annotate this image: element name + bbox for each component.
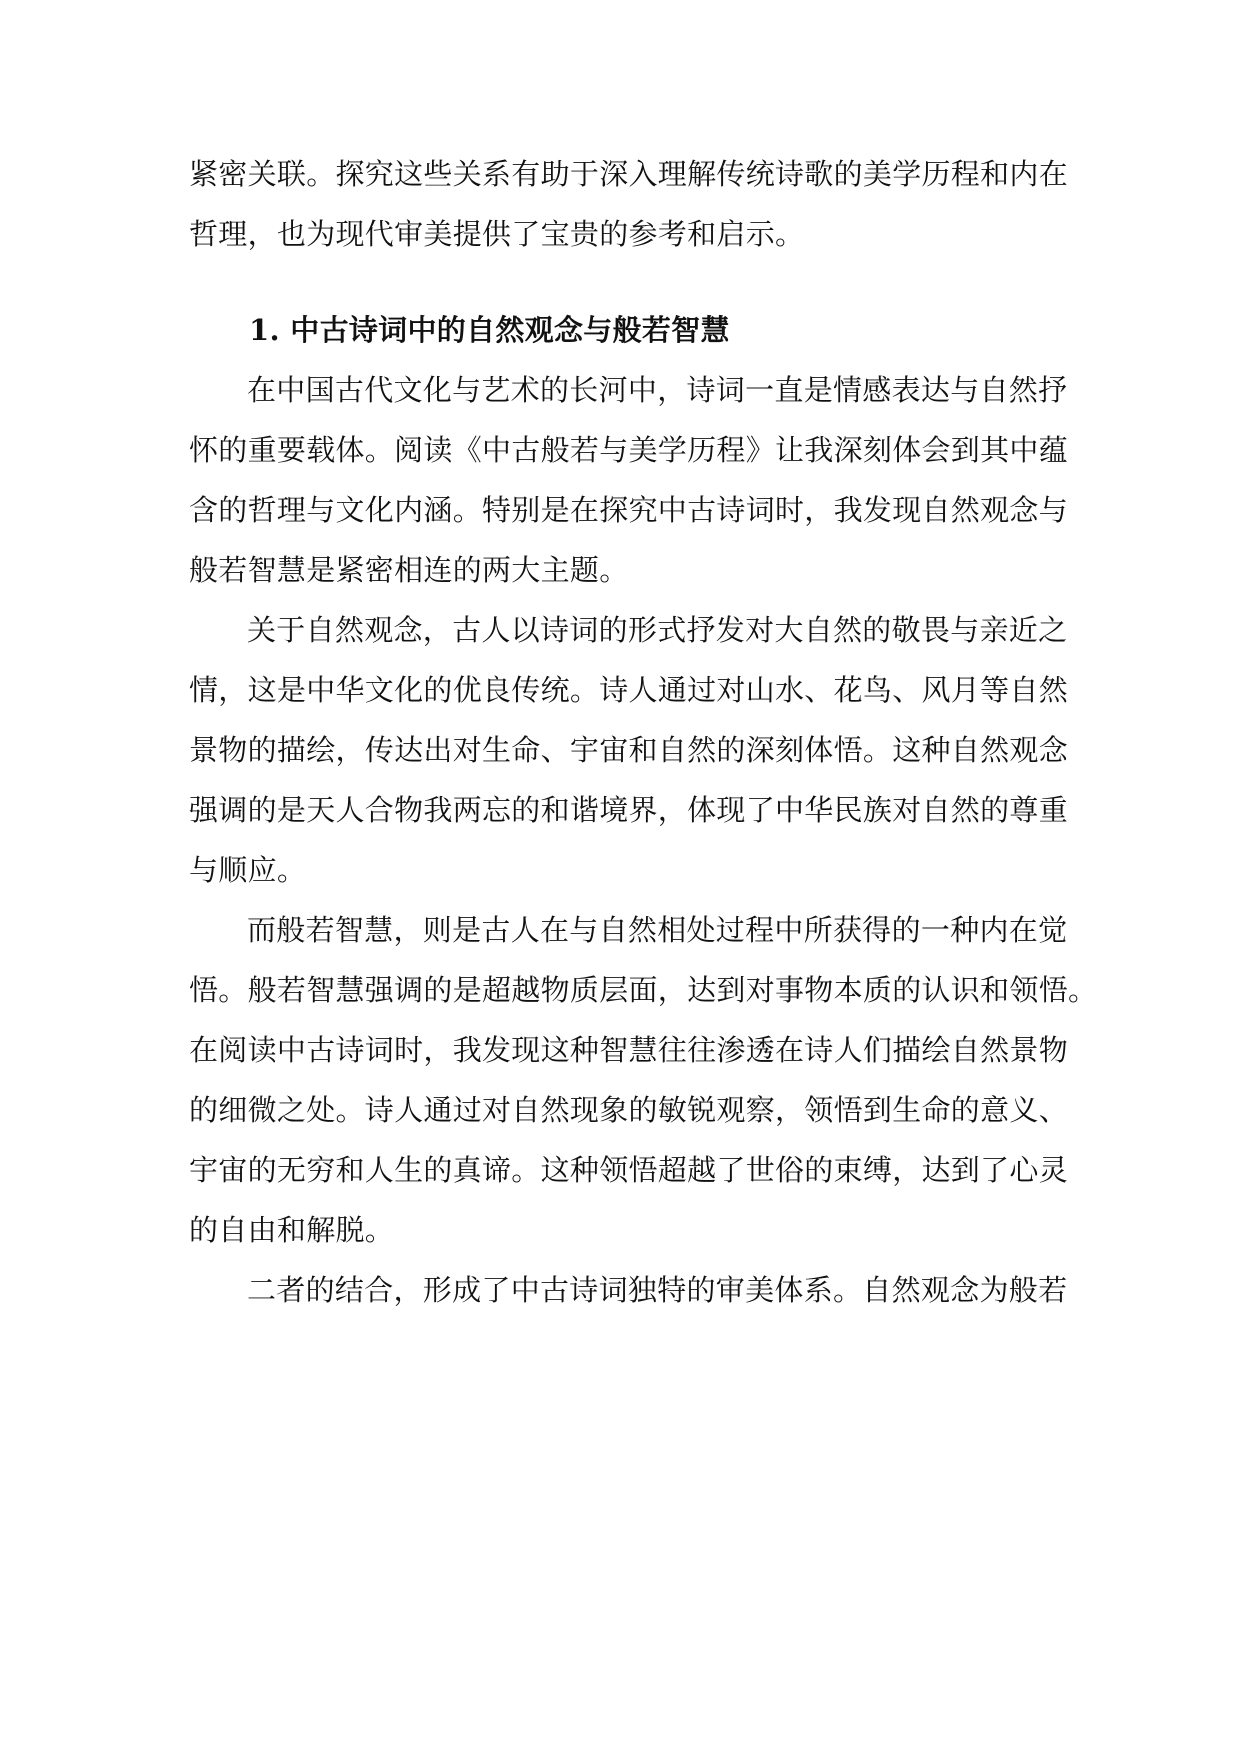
- paragraph-4: [189, 1260, 1068, 1320]
- text-line: 紧密关联。探究这些关系有助于深入理解传统诗歌的美学历程和内在: [189, 157, 1069, 191]
- text-line: 情，这是中华文化的优良传统。诗人通过对山水、花鸟、风月等自然: [189, 673, 1069, 707]
- text-line: 宇宙的无穷和人生的真谛。这种领悟超越了世俗的束缚，达到了心灵: [189, 1153, 1069, 1187]
- text-line: 含的哲理与文化内涵。特别是在探究中古诗词时，我发现自然观念与: [189, 493, 1069, 527]
- paragraph-2: [189, 600, 1069, 900]
- text-line: 而般若智慧，则是古人在与自然相处过程中所获得的一种内在觉: [247, 913, 1068, 947]
- text-line: 的自由和解脱。: [189, 1213, 395, 1247]
- text-line: 怀的重要载体。阅读《中古般若与美学历程》让我深刻体会到其中蕴: [189, 433, 1069, 467]
- text-line: 在中国古代文化与艺术的长河中，诗词一直是情感表达与自然抒: [247, 373, 1068, 407]
- text-line: 在阅读中古诗词时，我发现这种智慧往往渗透在诗人们描绘自然景物: [189, 1033, 1069, 1067]
- document-body: [189, 144, 1098, 1320]
- text-line: 般若智慧是紧密相连的两大主题。: [189, 553, 629, 587]
- text-line: 哲理，也为现代审美提供了宝贵的参考和启示。: [189, 217, 805, 251]
- text-line: 悟。般若智慧强调的是超越物质层面，达到对事物本质的认识和领悟。: [189, 973, 1098, 1007]
- text-line: 与顺应。: [189, 853, 307, 887]
- text-line: 景物的描绘，传达出对生命、宇宙和自然的深刻体悟。这种自然观念: [189, 733, 1069, 767]
- paragraph-3: [189, 900, 1098, 1260]
- intro-paragraph: [189, 144, 1069, 264]
- text-line: 强调的是天人合物我两忘的和谐境界，体现了中华民族对自然的尊重: [189, 793, 1069, 827]
- section-heading: 1. 中古诗词中的自然观念与般若智慧: [249, 313, 730, 347]
- paragraph-1: [189, 360, 1069, 600]
- text-line: 关于自然观念，古人以诗词的形式抒发对大自然的敬畏与亲近之: [247, 613, 1068, 647]
- text-line: 二者的结合，形成了中古诗词独特的审美体系。自然观念为般若: [247, 1273, 1068, 1307]
- text-line: 的细微之处。诗人通过对自然现象的敏锐观察，领悟到生命的意义、: [189, 1093, 1069, 1127]
